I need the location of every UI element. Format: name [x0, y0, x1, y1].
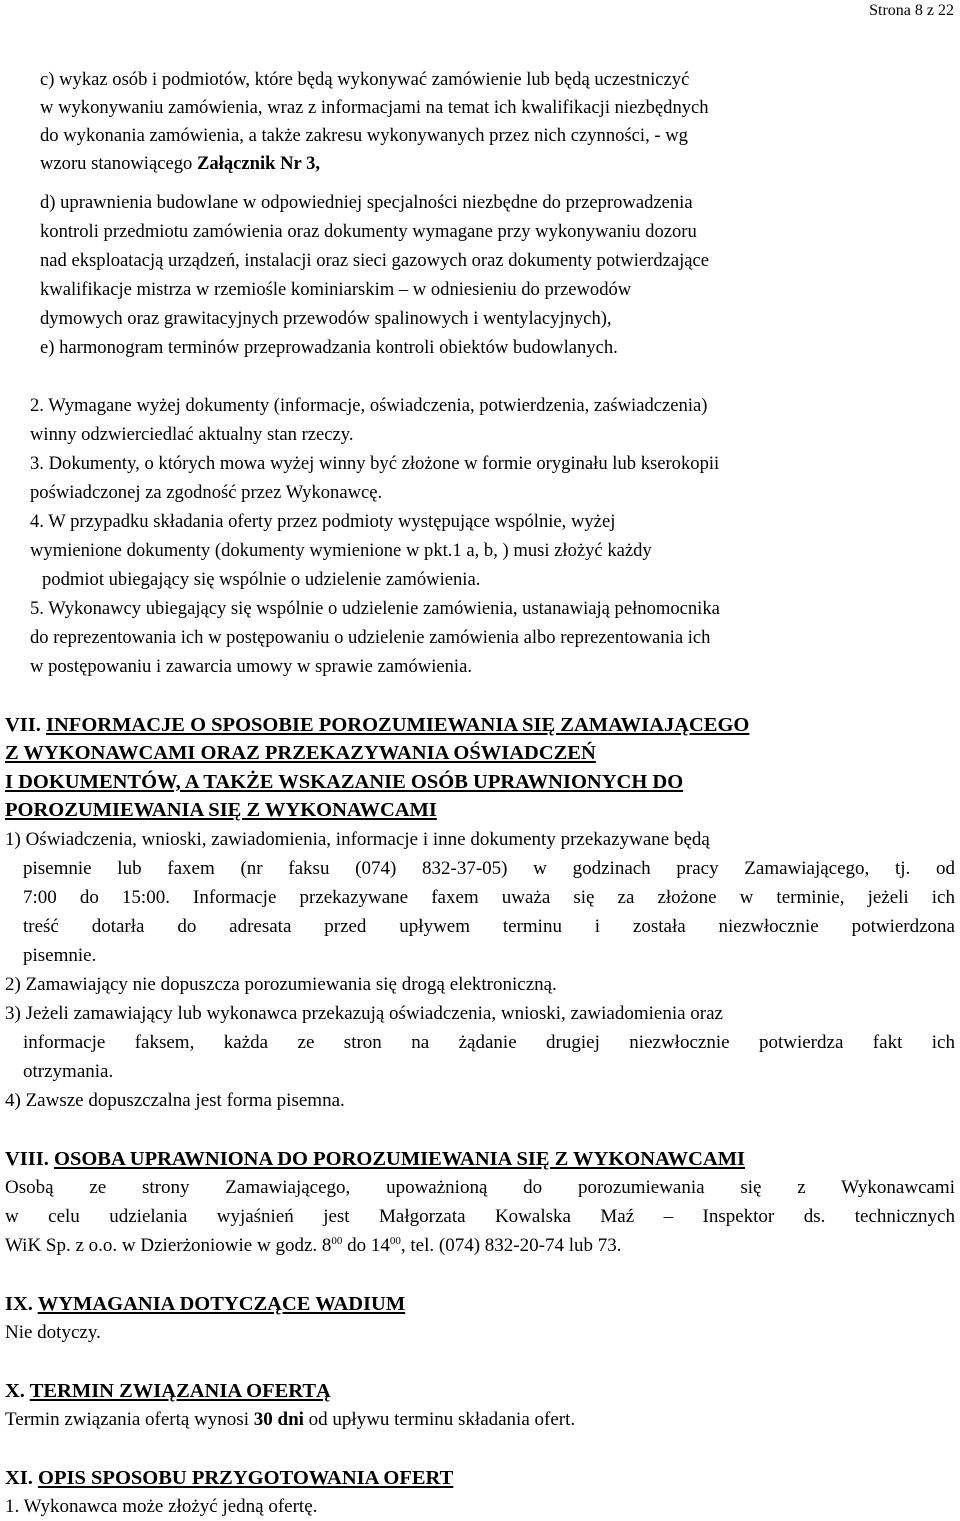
section-viii-line-3	[5, 1234, 621, 1258]
section-vii-item-1-line-3: 7:00 do 15:00. Informacje przekazywane faxem uważa się za złożone w terminie, jeżeli ich	[23, 887, 955, 908]
section-ix-heading	[5, 1292, 405, 1316]
section-vii-title-2: Z WYKONAWCAMI ORAZ PRZEKAZYWANIA OŚWIADCZEŃ	[5, 742, 596, 764]
section-ix-body: Nie dotyczy.	[5, 1322, 101, 1343]
page-number: Strona 8 z 22	[869, 2, 954, 19]
section-vii-item-1-line-5: pisemnie.	[23, 945, 97, 966]
contact-hours-prefix: WiK Sp. z o.o. w Dzierżoniowie w godz. 8	[5, 1235, 332, 1256]
section-x-heading	[5, 1379, 331, 1403]
section-vii-item-3-line-1: 3) Jeżeli zamawiający lub wykonawca przekazują oświadczenia, wnioski, zawiadomienia oraz	[5, 1003, 723, 1024]
list-item-d-line-3: nad eksploatacją urządzeń, instalacji oraz sieci gazowych oraz dokumenty potwierdzające	[40, 250, 710, 271]
section-ix-title: WYMAGANIA DOTYCZĄCE WADIUM	[37, 1293, 406, 1315]
section-ix-number: IX.	[5, 1293, 33, 1315]
section-vii-item-1-line-2: pisemnie lub faxem (nr faksu (074) 832-37-05) w godzinach pracy Zamawiającego, tj. od	[23, 858, 955, 879]
point-4-line-3: podmiot ubiegający się wspólnie o udzielenie zamówienia.	[42, 569, 481, 590]
section-x-body-prefix: Termin związania ofertą wynosi	[5, 1409, 254, 1430]
section-x-body	[5, 1408, 575, 1432]
list-item-c-line-2: w wykonywaniu zamówienia, wraz z informacjami na temat ich kwalifikacji niezbędnych	[40, 97, 709, 118]
contact-phone: , tel. (074) 832-20-74 lub 73.	[400, 1235, 622, 1256]
section-viii-title: OSOBA UPRAWNIONA DO POROZUMIEWANIA SIĘ Z WYKONAWCAMI	[54, 1148, 746, 1170]
section-x-number: X.	[5, 1380, 25, 1402]
list-item-d-line-4: kwalifikacje mistrza w rzemiośle kominiarskim – w odniesieniu do przewodów	[40, 279, 632, 300]
point-5-line-1: 5. Wykonawcy ubiegający się wspólnie o udzielenie zamówienia, ustanawiają pełnomocnika	[30, 598, 720, 619]
list-item-d-line-5: dymowych oraz grawitacyjnych przewodów spalinowych i wentylacyjnych),	[40, 308, 612, 329]
point-5-line-3: w postępowaniu i zawarcia umowy w sprawie zamówienia.	[30, 656, 472, 677]
list-item-c-text: wzoru stanowiącego	[40, 153, 193, 174]
section-xi-number: XI.	[5, 1467, 33, 1489]
section-vii-item-4: 4) Zawsze dopuszczalna jest forma pisemna.	[5, 1090, 345, 1111]
point-3-line-2: poświadczonej za zgodność przez Wykonawcę.	[30, 482, 383, 503]
point-2-line-2: winny odzwierciedlać aktualny stan rzeczy.	[30, 424, 354, 445]
list-item-c-line-4	[40, 152, 320, 176]
list-item-d-line-2: kontroli przedmiotu zamówienia oraz dokumenty wymagane przy wykonywaniu dozoru	[40, 221, 697, 242]
section-x-body-suffix: od upływu terminu składania ofert.	[303, 1409, 576, 1430]
section-xi-title: OPIS SPOSOBU PRZYGOTOWANIA OFERT	[38, 1467, 454, 1489]
section-vii-number: VII.	[5, 714, 41, 736]
section-vii-item-1-line-1: 1) Oświadczenia, wnioski, zawiadomienia, informacje i inne dokumenty przekazywane będą	[5, 829, 710, 850]
point-4-line-2: wymienione dokumenty (dokumenty wymienione w pkt.1 a, b, ) musi złożyć każdy	[30, 540, 652, 561]
section-xi-body: 1. Wykonawca może złożyć jedną ofertę.	[5, 1496, 318, 1517]
section-viii-line-1: Osobą ze strony Zamawiającego, upoważnioną do porozumiewania się z Wykonawcami	[5, 1177, 955, 1198]
list-item-c-line-3: do wykonania zamówienia, a także zakresu wykonywanych przez nich czynności, - wg	[40, 125, 688, 146]
end-minutes: 00	[389, 1235, 401, 1247]
point-4-line-1: 4. W przypadku składania oferty przez podmioty występujące wspólnie, wyżej	[30, 511, 616, 532]
contact-hours-middle: do 14	[342, 1235, 390, 1256]
start-minutes: 00	[331, 1235, 343, 1247]
section-viii-heading	[5, 1147, 745, 1171]
list-item-c-line-1: c) wykaz osób i podmiotów, które będą wykonywać zamówienie lub będą uczestniczyć	[40, 69, 690, 90]
section-vii-title-3: I DOKUMENTÓW, A TAKŻE WSKAZANIE OSÓB UPRAWNIONYCH DO	[5, 771, 684, 793]
attachment-reference: Załącznik Nr 3,	[196, 153, 321, 174]
section-viii-line-2: w celu udzielania wyjaśnień jest Małgorzata Kowalska Maź – Inspektor ds. technicznych	[5, 1206, 955, 1227]
section-vii-item-3-line-3: otrzymania.	[23, 1061, 114, 1082]
list-item-d-line-1: d) uprawnienia budowlane w odpowiedniej specjalności niezbędne do przeprowadzenia	[40, 192, 693, 213]
section-vii-title-4: POROZUMIEWANIA SIĘ Z WYKONAWCAMI	[5, 799, 437, 821]
section-vii-title-1: INFORMACJE O SPOSOBIE POROZUMIEWANIA SIĘ ZAMAWIAJĄCEGO	[46, 714, 750, 736]
section-vii-heading	[5, 713, 749, 737]
section-vii-item-3-line-2: informacje faksem, każda ze stron na żądanie drugiej niezwłocznie potwierdza fakt ich	[23, 1032, 955, 1053]
section-vii-item-2: 2) Zamawiający nie dopuszcza porozumiewania się drogą elektroniczną.	[5, 974, 557, 995]
section-xi-heading	[5, 1466, 453, 1490]
list-item-e: e) harmonogram terminów przeprowadzania kontroli obiektów budowlanych.	[40, 337, 618, 358]
point-2-line-1: 2. Wymagane wyżej dokumenty (informacje, oświadczenia, potwierdzenia, zaświadczenia)	[30, 395, 708, 416]
point-3-line-1: 3. Dokumenty, o których mowa wyżej winny być złożone w formie oryginału lub kserokopii	[30, 453, 720, 474]
section-vii-item-1-line-4: treść dotarła do adresata przed upływem terminu i została niezwłocznie potwierdzona	[23, 916, 955, 937]
section-x-title: TERMIN ZWIĄZANIA OFERTĄ	[29, 1380, 331, 1402]
point-5-line-2: do reprezentowania ich w postępowaniu o udzielenie zamówienia albo reprezentowania ich	[30, 627, 711, 648]
section-viii-number: VIII.	[5, 1148, 49, 1170]
offer-validity-period: 30 dni	[253, 1409, 304, 1430]
